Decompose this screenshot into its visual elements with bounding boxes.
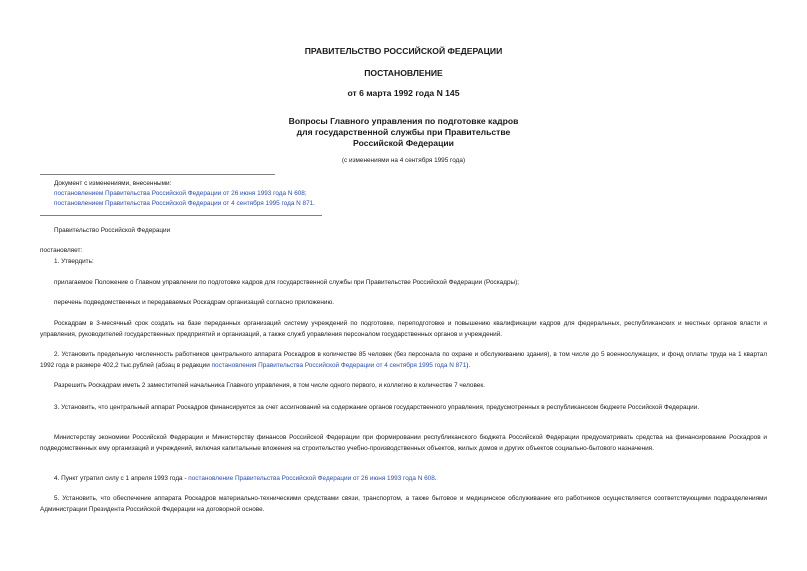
changes-intro: Документ с изменениями, внесенными: (54, 180, 172, 187)
divider-top (40, 174, 275, 175)
item-2-end: ). (466, 361, 471, 369)
amendments-subtitle: (с изменениями на 4 сентября 1995 года) (341, 157, 466, 164)
paragraph-item-1: 1. Утвердить: (54, 258, 94, 265)
item-4-text: 4. Пункт утратил силу с 1 апреля 1993 года - (54, 475, 189, 482)
item-2-text: 2. Установить предельную численность работников центрального аппарата Роскадров в количестве 85 человек (без персонала по охране и обслуживанию здания), в том числе до 5 военнослужащих, и фонд оплаты труда на 1 квартал 1992 года в размере 402,2 тыс.рублей (абзац в редакции (40, 351, 767, 369)
title-line-1: Вопросы Главного управления по подготовке кадров (288, 116, 519, 126)
paragraph-roskadry-system: Роскадрам в 3-месячный срок создать на базе переданных организаций систему учреждений по подготовке, переподготовке и повышению квалификации кадров для федеральных, республиканских и местных органов власти и управления, руководителей государственных предприятий и организаций, а также служб управления персоналом государственных органов и учреждений. (40, 320, 767, 338)
paragraph-item-4 (54, 474, 767, 485)
paragraph-item-5: 5. Установить, что обеспечение аппарата Роскадров материально-техническими средствами связи, транспортом, а также бытовое и медицинское обслуживание его работников осуществляется соответствующими подразделениями Администрации Президента Российской Федерации на договорной основе. (40, 495, 767, 513)
title-line-2: для государственной службы при Правительстве (296, 127, 511, 137)
paragraph-government: Правительство Российской Федерации (54, 227, 171, 234)
paragraph-item-3: 3. Установить, что центральный аппарат Роскадров финансируется за счет ассигнований на содержание органов государственного управления, предусмотренных в республиканском бюджете Российской Федерации. (54, 404, 700, 411)
changes-link-871[interactable]: постановлением Правительства Российской Федерации от 4 сентября 1995 года N 871. (54, 200, 315, 207)
date-number-heading: от 6 марта 1992 года N 145 (347, 88, 460, 98)
changes-block (54, 179, 315, 209)
paragraph-resolves: постановляет: (40, 247, 83, 254)
item-2-link-871[interactable]: постановления Правительства Российской Федерации от 4 сентября 1995 года N 871 (211, 361, 467, 369)
title-line-3: Российской Федерации (353, 138, 454, 148)
divider-bottom (40, 215, 322, 216)
changes-link-608[interactable]: постановлением Правительства Российской Федерации от 26 июня 1993 года N 608; (54, 190, 307, 197)
paragraph-item-1a: прилагаемое Положение о Главном управлении по подготовке кадров для государственной службы при Правительстве Российской Федерации (Роскадры); (54, 279, 520, 286)
paragraph-item-1b: перечень подведомственных и передаваемых Роскадрам организаций согласно приложению. (54, 299, 335, 306)
item-4-link-608[interactable]: постановление Правительства Российской Федерации от 26 июня 1993 года N 608 (188, 475, 435, 482)
document-title (0, 116, 807, 149)
document-type-heading: ПОСТАНОВЛЕНИЕ (364, 68, 443, 78)
paragraph-item-3b: Министерству экономики Российской Федерации и Министерству финансов Российской Федерации при формировании республиканского бюджета Российской Федерации предусматривать средства на финансирование Роскадров и подведомственных ему организаций и учреждений, включая капитальные вложения на строительство учебно-производственных объектов, жилых домов и других объектов социально-бытового назначения. (40, 434, 767, 452)
item-4-end: . (434, 475, 437, 482)
government-heading: ПРАВИТЕЛЬСТВО РОССИЙСКОЙ ФЕДЕРАЦИИ (304, 46, 503, 56)
paragraph-item-2b: Разрешить Роскадрам иметь 2 заместителей начальника Главного управления, в том числе одного первого, и коллегию в количестве 7 человек. (54, 382, 485, 389)
paragraph-item-2 (40, 350, 767, 371)
